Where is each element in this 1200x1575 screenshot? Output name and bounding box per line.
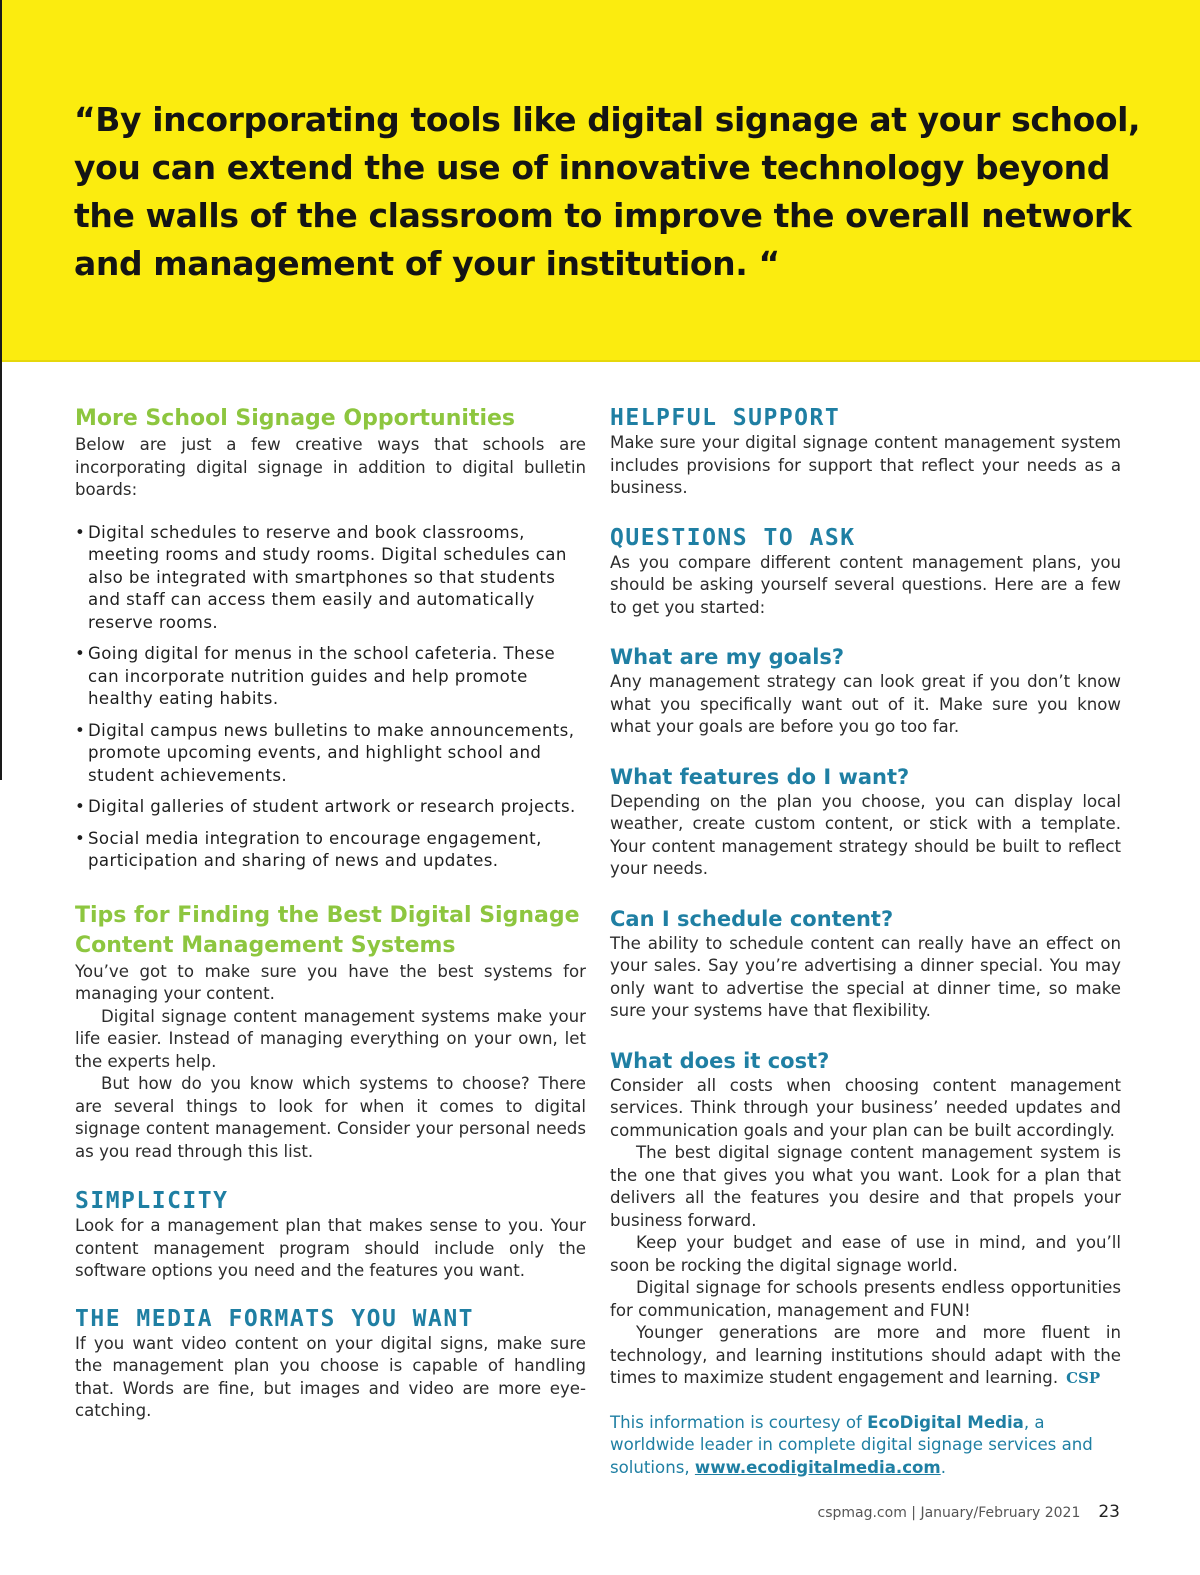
support-text: Make sure your digital signage content management system includes provisions for support that reflect your needs as a business. — [610, 433, 1121, 497]
opportunities-list — [75, 522, 586, 873]
tips-paragraph: Digital signage content management systems make your life easier. Instead of managing everything on your own, let the experts help. — [75, 1006, 586, 1071]
pull-quote: “By incorporating tools like digital signage at your school, you can extend the use of innovative technology beyond the walls of the classroom to improve the overall network and management of your institution. “ — [74, 100, 1141, 283]
media-formats-heading: THE MEDIA FORMATS YOU WANT — [75, 1305, 475, 1332]
list-item: • Digital campus news bulletins to make announcements, promote upcoming events, and highlight school and student achievements. — [75, 720, 586, 788]
list-item: • Social media integration to encourage engagement, participation and sharing of news and updates. — [75, 828, 586, 873]
support-heading: HELPFUL SUPPORT — [610, 405, 841, 431]
cost-paragraph: The best digital signage content management system is the one that gives you what you want. Look for a plan that delivers all the features you desire and that propels your business forward. — [610, 1143, 1121, 1230]
list-item: • Digital schedules to reserve and book classrooms, meeting rooms and study rooms. Digital schedules can also be integrated with smartphones so that students and staff can access them easily and automatically reserve rooms. — [75, 522, 586, 635]
cost-heading: What does it cost? — [610, 1048, 830, 1073]
schedule-text: The ability to schedule content can really have an effect on your sales. Say you’re advertising a dinner special. You may only want to advertise the special at dinner time, so make sure your systems have that flexibility. — [610, 933, 1121, 1020]
questions-text: As you compare different content management plans, you should be asking yourself several questions. Here are a few to get you started: — [610, 552, 1121, 617]
opportunities-heading: More School Signage Opportunities — [75, 406, 515, 431]
tips-paragraph: You’ve got to make sure you have the best systems for managing your content. — [75, 961, 586, 1003]
footer-source: cspmag.com | January/February 2021 — [817, 1505, 1081, 1521]
questions-heading: QUESTIONS TO ASK — [610, 524, 856, 551]
courtesy-middle: , a worldwide leader in complete digital signage services and solutions, — [610, 1412, 1093, 1477]
right-column — [610, 404, 1121, 1479]
courtesy-company: EcoDigital Media — [867, 1412, 1024, 1432]
page-number: 23 — [1098, 1502, 1120, 1522]
cost-final-text: Younger generations are more and more fluent in technology, and learning institutions should adapt with the times to maximize student engagement and learning. — [610, 1323, 1121, 1387]
courtesy-end: . — [940, 1457, 946, 1477]
simplicity-text: Look for a management plan that makes sense to you. Your content management program should include only the software options you need and the features you want. — [75, 1216, 586, 1280]
tips-paragraph: But how do you know which systems to choose? There are several things to look for when it comes to digital signage content management. Consider your personal needs as you read through this list. — [75, 1074, 586, 1161]
opportunities-intro: Below are just a few creative ways that schools are incorporating digital signage in addition to digital bulletin boards: — [75, 435, 586, 499]
cost-paragraph: Keep your budget and ease of use in mind, and you’ll soon be rocking the digital signage world. — [610, 1233, 1121, 1275]
list-item: • Digital galleries of student artwork or research projects. — [75, 796, 586, 819]
cost-paragraph: Digital signage for schools presents endless opportunities for communication, management and FUN! — [610, 1278, 1121, 1320]
simplicity-heading: SIMPLICITY — [75, 1188, 229, 1214]
page-edge-line — [0, 0, 2, 780]
features-text: Depending on the plan you choose, you can display local weather, create custom content, or stick with a template. Your content management strategy should be built to reflect your needs. — [610, 791, 1121, 878]
goals-heading: What are my goals? — [610, 645, 845, 669]
courtesy-note — [610, 1412, 1121, 1480]
page-footer — [700, 1502, 1120, 1523]
cost-paragraph — [610, 1322, 1121, 1390]
list-item: • Going digital for menus in the school cafeteria. These can incorporate nutrition guides and help promote healthy eating habits. — [75, 643, 586, 711]
banner-divider — [0, 360, 1200, 362]
tips-heading: Tips for Finding the Best Digital Signage Content Management Systems — [75, 902, 580, 958]
goals-text: Any management strategy can look great if you don’t know what you specifically want out of it. Make sure you know what your goals are before you go too far. — [610, 672, 1121, 736]
left-column — [75, 404, 586, 1423]
schedule-heading: Can I schedule content? — [610, 906, 894, 931]
media-formats-text: If you want video content on your digital signs, make sure the management plan you choose is capable of handling that. Words are fine, but images and video are more eye-catching. — [75, 1333, 586, 1420]
cost-paragraph: Consider all costs when choosing content management services. Think through your business’ needed updates and communication goals and your plan can be built accordingly. — [610, 1075, 1121, 1140]
courtesy-prefix: This information is courtesy of — [610, 1412, 868, 1432]
features-heading: What features do I want? — [610, 764, 910, 789]
company-website-link[interactable]: www.ecodigitalmedia.com — [694, 1457, 941, 1477]
csp-end-mark: CSP — [1066, 1369, 1101, 1387]
